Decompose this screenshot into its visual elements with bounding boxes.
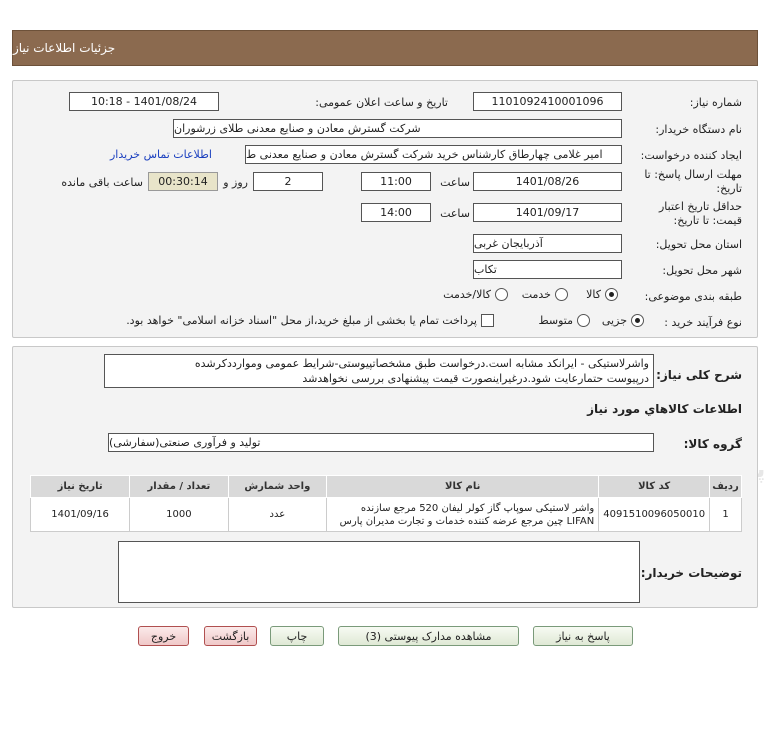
treasury-payment-label: پرداخت تمام یا بخشی از مبلغ خرید،از محل "اسناد خزانه اسلامی" خواهد بود. bbox=[126, 314, 477, 327]
cell-date: 1401/09/16 bbox=[31, 498, 130, 532]
radio-icon[interactable] bbox=[577, 314, 590, 327]
reply-days-label: روز و bbox=[223, 176, 248, 189]
remaining-time-field: 00:30:14 bbox=[148, 172, 218, 191]
cell-unit: عدد bbox=[228, 498, 327, 532]
radio-selected-icon[interactable] bbox=[631, 314, 644, 327]
col-header-date: تاریخ نیاز bbox=[31, 476, 130, 498]
goods-table-wrapper bbox=[30, 475, 742, 532]
category-option-goods[interactable] bbox=[586, 288, 618, 301]
purchase-type-minor-label: جزیی bbox=[601, 314, 627, 327]
goods-table bbox=[30, 475, 742, 532]
col-header-qty: تعداد / مقدار bbox=[130, 476, 228, 498]
goods-section-title: اطلاعات کالاهاي مورد نياز bbox=[587, 402, 742, 416]
cell-name bbox=[327, 498, 599, 532]
city-field: تکاب bbox=[473, 260, 622, 279]
category-option-service[interactable] bbox=[522, 288, 568, 301]
back-button[interactable]: بازگشت bbox=[204, 626, 257, 646]
reply-time-label: ساعت bbox=[440, 176, 470, 189]
radio-icon[interactable] bbox=[555, 288, 568, 301]
category-option-service-label: خدمت bbox=[521, 288, 551, 301]
page-header bbox=[12, 30, 758, 66]
purchase-type-medium[interactable] bbox=[538, 314, 590, 327]
category-option-goods-service[interactable] bbox=[443, 288, 508, 301]
reply-date-field: 1401/08/26 bbox=[473, 172, 622, 191]
need-number-label: شماره نیاز: bbox=[689, 96, 742, 109]
buyer-notes-box bbox=[118, 541, 640, 603]
city-label: شهر محل تحویل: bbox=[662, 264, 742, 277]
radio-icon[interactable] bbox=[495, 288, 508, 301]
reply-time-field: 11:00 bbox=[361, 172, 431, 191]
reply-deadline-label-1: مهلت ارسال پاسخ: تا bbox=[644, 168, 742, 181]
col-header-index: ردیف bbox=[710, 476, 742, 498]
col-header-code: کد کالا bbox=[599, 476, 710, 498]
cell-qty: 1000 bbox=[130, 498, 228, 532]
announce-datetime-label: تاریخ و ساعت اعلان عمومی: bbox=[315, 96, 448, 109]
col-header-name: نام کالا bbox=[327, 476, 599, 498]
treasury-payment-option[interactable] bbox=[126, 314, 494, 327]
price-validity-label-2: قیمت: تا تاریخ: bbox=[673, 214, 742, 227]
goods-table-header bbox=[31, 476, 742, 498]
buyer-contact-link[interactable]: اطلاعات تماس خریدار bbox=[110, 148, 212, 161]
reply-deadline-label-2: تاریخ: bbox=[716, 182, 742, 195]
buyer-org-label: نام دستگاه خریدار: bbox=[655, 123, 742, 136]
category-option-goods-label: کالا bbox=[586, 288, 601, 301]
cell-code: 4091510096050010 bbox=[599, 498, 710, 532]
province-field: آذربایجان غربی bbox=[473, 234, 622, 253]
cell-name-line-1: واشر لاستیکی سوپاپ گاز کولر لیفان 520 مرجع سازنده bbox=[360, 502, 595, 514]
table-row bbox=[31, 498, 742, 532]
price-validity-date-field: 1401/09/17 bbox=[473, 203, 622, 222]
description-line-2: درپیوست حتمارعایت شود.درغیراینصورت قیمت پیشنهادی بررسی نخواهدشد bbox=[302, 372, 649, 385]
cell-index: 1 bbox=[710, 498, 742, 532]
col-header-unit: واحد شمارش bbox=[228, 476, 327, 498]
purchase-type-medium-label: متوسط bbox=[538, 314, 573, 327]
price-validity-time-field: 14:00 bbox=[361, 203, 431, 222]
purchase-type-label: نوع فرآیند خرید : bbox=[664, 316, 742, 329]
reply-button[interactable]: پاسخ به نیاز bbox=[533, 626, 633, 646]
buyer-org-field: شرکت گسترش معادن و صنایع معدنی طلای زرشوران bbox=[173, 119, 622, 138]
category-option-goods-service-label: کالا/خدمت bbox=[443, 288, 491, 301]
remaining-time-label: ساعت باقی مانده bbox=[61, 176, 143, 189]
announce-datetime-field: 1401/08/24 - 10:18 bbox=[69, 92, 219, 111]
reply-days-field: 2 bbox=[253, 172, 323, 191]
province-label: استان محل تحویل: bbox=[655, 238, 742, 251]
price-validity-label-1: حداقل تاریخ اعتبار bbox=[658, 200, 742, 213]
description-label: شرح کلی نیاز: bbox=[656, 368, 742, 382]
radio-selected-icon[interactable] bbox=[605, 288, 618, 301]
price-validity-time-label: ساعت bbox=[440, 207, 470, 220]
page-title: جزئیات اطلاعات نیاز bbox=[13, 41, 116, 55]
cell-name-line-2: LIFAN چین مرجع عرضه کننده خدمات و تجارت مدیران پارس bbox=[339, 515, 595, 527]
goods-group-field: تولید و فرآوری صنعتی(سفارشی) bbox=[108, 433, 654, 452]
view-attachments-button[interactable]: مشاهده مدارک پیوستی (3) bbox=[338, 626, 519, 646]
requester-field: امیر غلامی چهارطاق کارشناس خرید شرکت گسترش معادن و صنایع معدنی ط bbox=[245, 145, 622, 164]
requester-label: ایجاد کننده درخواست: bbox=[640, 149, 742, 162]
print-button[interactable]: چاپ bbox=[270, 626, 324, 646]
goods-group-label: گروه کالا: bbox=[683, 437, 742, 451]
description-box bbox=[104, 354, 654, 388]
buyer-notes-label: توضیحات خریدار: bbox=[640, 566, 742, 580]
exit-button[interactable]: خروج bbox=[138, 626, 189, 646]
description-line-1: واشرلاستیکی - ایرانکد مشابه است.درخواست طبق مشخصاتپیوستی-شرایط عمومی وموارددکرشده bbox=[194, 357, 649, 370]
checkbox-icon[interactable] bbox=[481, 314, 494, 327]
purchase-type-minor[interactable] bbox=[602, 314, 644, 327]
category-label: طبقه بندی موضوعی: bbox=[644, 290, 742, 303]
need-number-field: 1101092410001096 bbox=[473, 92, 622, 111]
